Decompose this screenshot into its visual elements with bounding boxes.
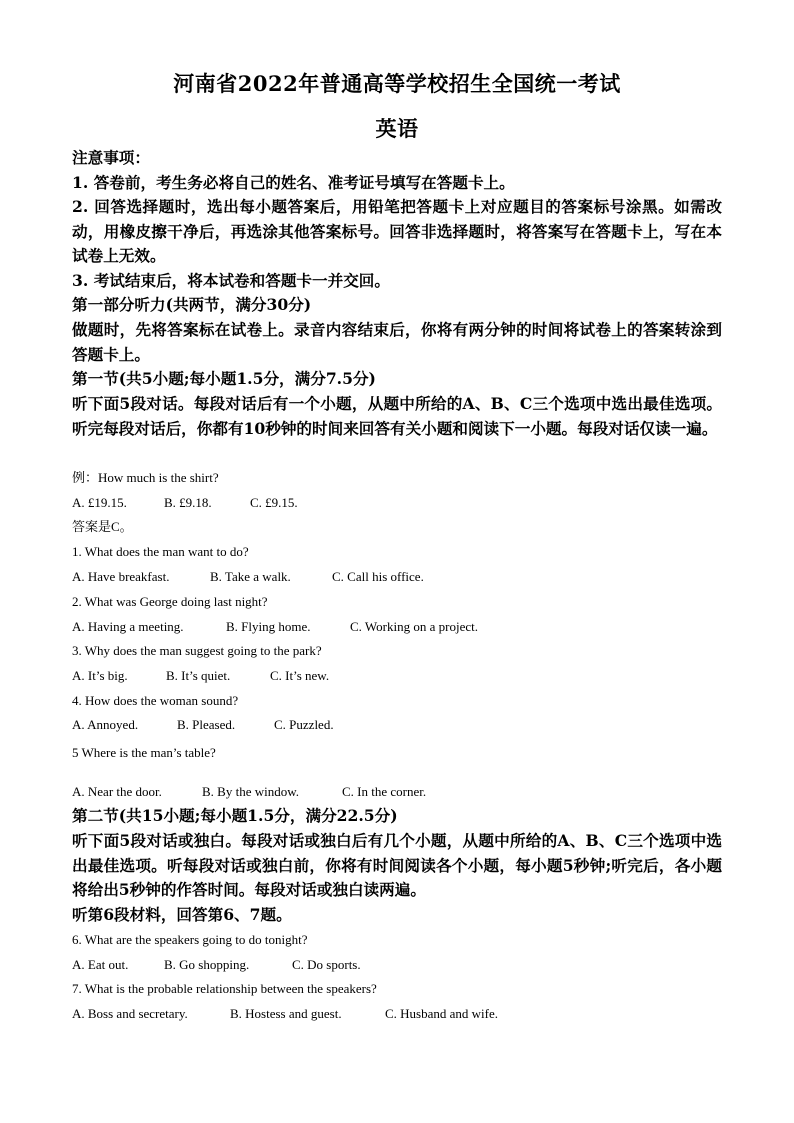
option-b: B. By the window.: [202, 784, 300, 799]
question-4: 4. How does the woman sound?: [72, 693, 239, 708]
section2-instructions: 听下面5段对话或独白。每段对话或独白后有几个小题，从题中所给的A、B、C三个选项中选出最佳选项。听每段对话或独白前，你将有时间阅读各个小题，每小题5秒钟;听完后，各小题将给出5秒钟的作答时间。每段对话或独白读两遍。: [72, 831, 722, 900]
question-2-options: [72, 619, 478, 635]
part1-heading: 第一部分听力(共两节，满分30分): [72, 295, 312, 314]
option-a: A. It’s big.: [72, 668, 128, 683]
option-b: B. Pleased.: [177, 717, 236, 732]
exam-subject: 英语: [375, 116, 419, 141]
option-b: B. It’s quiet.: [166, 668, 231, 683]
notice-item-2: 2. 回答选择题时，选出每小题答案后，用铅笔把答题卡上对应题目的答案标号涂黑。如需改动，用橡皮擦干净后，再选涂其他答案标号。回答非选择题时，将答案写在答题卡上，写在本试卷上无效。: [72, 197, 722, 266]
notice-heading: 注意事项：: [72, 148, 150, 167]
option-a: A. Annoyed.: [72, 717, 139, 732]
question-7-options: [72, 1006, 498, 1022]
notice-item-3: 3. 考试结束后，将本试卷和答题卡一并交回。: [72, 271, 390, 290]
option-b: B. Flying home.: [226, 619, 311, 634]
option-a: A. Eat out.: [72, 957, 129, 972]
section1-heading: 第一节(共5小题;每小题1.5分，满分7.5分): [72, 369, 376, 388]
option-b: B. £9.18.: [164, 495, 212, 510]
option-c: C. Working on a project.: [350, 619, 478, 634]
question-1: 1. What does the man want to do?: [72, 544, 249, 559]
option-b: B. Hostess and guest.: [230, 1006, 342, 1021]
section2-heading: 第二节(共15小题;每小题1.5分，满分22.5分): [72, 806, 398, 825]
option-c: C. Puzzled.: [274, 717, 334, 732]
question-1-options: [72, 569, 424, 585]
question-7: 7. What is the probable relationship between the speakers?: [72, 981, 377, 996]
part1-instructions: 做题时，先将答案标在试卷上。录音内容结束后，你将有两分钟的时间将试卷上的答案转涂到答题卡上。: [72, 320, 722, 364]
question-6-options: [72, 957, 361, 973]
option-a: A. Have breakfast.: [72, 569, 170, 584]
option-b: B. Take a walk.: [210, 569, 291, 584]
option-c: C. Call his office.: [332, 569, 424, 584]
option-b: B. Go shopping.: [164, 957, 250, 972]
question-3: 3. Why does the man suggest going to the park?: [72, 643, 322, 658]
option-a: A. Boss and secretary.: [72, 1006, 188, 1021]
question-3-options: [72, 668, 329, 684]
question-4-options: [72, 717, 334, 733]
question-5-options: [72, 784, 426, 800]
exam-title: 河南省2022年普通高等学校招生全国统一考试: [173, 71, 621, 96]
option-c: C. £9.15.: [250, 495, 298, 510]
option-c: C. Do sports.: [292, 957, 361, 972]
question-5: 5 Where is the man’s table?: [72, 745, 216, 760]
example-options: [72, 495, 298, 511]
option-a: A. Near the door.: [72, 784, 162, 799]
question-2: 2. What was George doing last night?: [72, 594, 268, 609]
example-answer: 答案是C。: [72, 519, 133, 534]
material-6-heading: 听第6段材料，回答第6、7题。: [72, 905, 292, 924]
option-c: C. It’s new.: [270, 668, 330, 683]
option-a: A. Having a meeting.: [72, 619, 184, 634]
option-a: A. £19.15.: [72, 495, 127, 510]
option-c: C. Husband and wife.: [385, 1006, 499, 1021]
notice-item-1: 1. 答卷前，考生务必将自己的姓名、准考证号填写在答题卡上。: [72, 173, 515, 192]
section1-instructions: 听下面5段对话。每段对话后有一个小题，从题中所给的A、B、C三个选项中选出最佳选项。听完每段对话后，你都有10秒钟的时间来回答有关小题和阅读下一小题。每段对话仅读一遍。: [72, 394, 722, 438]
question-6: 6. What are the speakers going to do tonight?: [72, 932, 308, 947]
option-c: C. In the corner.: [342, 784, 427, 799]
example-question: 例：How much is the shirt?: [72, 470, 219, 485]
